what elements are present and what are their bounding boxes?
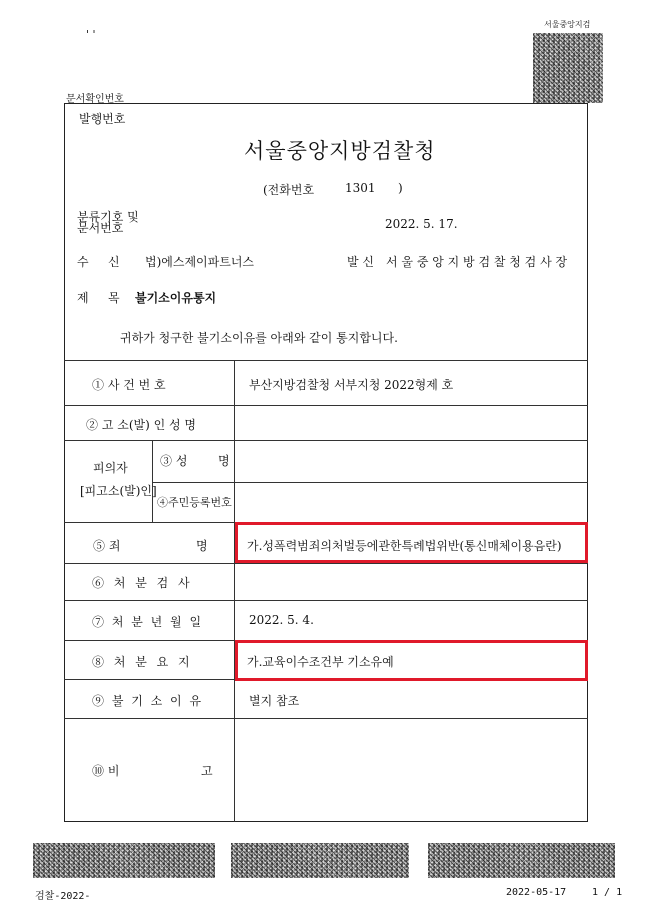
remarks-label-2: 고 — [201, 764, 213, 778]
prosecutor-label: ⑥ 처 분 검 사 — [92, 576, 193, 590]
case-number-value: 부산지방검찰청 서부지청 2022형제 호 — [249, 378, 454, 392]
suspect-group-label-2: [피고소(발)인] — [80, 484, 157, 498]
charge-label: ⑤ 죄 — [93, 539, 121, 553]
charge-highlight-box — [235, 522, 588, 563]
recipient-value: 법)에스제이파트너스 — [145, 255, 255, 269]
classification-label — [77, 212, 139, 234]
bottom-code-image-middle — [231, 843, 409, 878]
document-frame — [64, 103, 588, 822]
row-divider — [64, 718, 588, 719]
complainant-label: ② 고 소(발) 인 성 명 — [86, 418, 196, 432]
classification-label-line1: 분류기호 및 — [77, 210, 139, 224]
charge-value: 가.성폭력범죄의처벌등에관한특례법위반(통신매체이용음란) — [247, 539, 562, 553]
row-divider — [152, 482, 588, 483]
remarks-label: ⑩ 비 — [92, 764, 120, 778]
suspect-name-label-2: 명 — [218, 454, 230, 468]
disposition-highlight-box — [235, 640, 588, 681]
sender-label: 발 신 — [347, 255, 374, 269]
row-divider — [64, 440, 588, 441]
row-divider — [64, 563, 588, 564]
top-right-label: 서울중앙지검 — [544, 20, 591, 29]
disposition-label: ⑧ 처 분 요 지 — [92, 655, 193, 669]
suspect-name-label: ③ 성 — [160, 454, 188, 468]
sender-value: 서 울 중 앙 지 방 검 찰 청 검 사 장 — [386, 255, 568, 269]
phone-label: (전화번호 — [263, 183, 315, 197]
disposition-date-value: 2022. 5. 4. — [249, 613, 314, 627]
row-divider — [64, 600, 588, 601]
column-divider — [234, 360, 235, 822]
row-divider — [64, 405, 588, 406]
charge-label-2: 명 — [196, 539, 208, 553]
subject-label-1: 제 — [77, 291, 89, 305]
top-right-code-image — [533, 33, 603, 103]
case-number-label: ① 사 건 번 호 — [92, 378, 166, 392]
recipient-label-2: 신 — [108, 255, 120, 269]
subject-value: 불기소이유통지 — [135, 291, 217, 305]
footer-left: 검찰-2022- — [35, 891, 91, 902]
reason-value: 별지 참조 — [249, 694, 300, 708]
recipient-label-1: 수 — [77, 255, 89, 269]
bottom-code-image-right — [428, 843, 615, 878]
office-title: 서울중앙지방검찰청 — [244, 139, 436, 163]
column-divider — [152, 440, 153, 522]
footer-date: 2022-05-17 — [506, 887, 567, 898]
intro-text: 귀하가 청구한 불기소이유를 아래와 같이 통지합니다. — [120, 331, 398, 345]
footer-page: 1 / 1 — [592, 887, 623, 898]
subject-label-2: 목 — [108, 291, 120, 305]
disposition-date-label: ⑦ 처 분 년 월 일 — [92, 615, 204, 629]
document-date: 2022. 5. 17. — [385, 217, 458, 231]
top-marks: ' ' — [86, 28, 96, 41]
reason-label: ⑨ 불 기 소 이 유 — [92, 694, 204, 708]
row-divider — [64, 360, 588, 361]
phone-close: ) — [398, 181, 403, 195]
phone-number: 1301 — [345, 181, 376, 195]
doc-confirm-label: 문서확인번호 — [66, 94, 124, 105]
suspect-id-label: ④주민등록번호 — [157, 496, 232, 509]
disposition-value: 가.교육이수조건부 기소유예 — [247, 655, 394, 669]
classification-label-line2: 문서번호 — [77, 221, 124, 235]
suspect-group-label-1: 피의자 — [93, 461, 128, 475]
issue-number-label: 발행번호 — [79, 112, 126, 126]
bottom-code-image-left — [33, 843, 215, 878]
